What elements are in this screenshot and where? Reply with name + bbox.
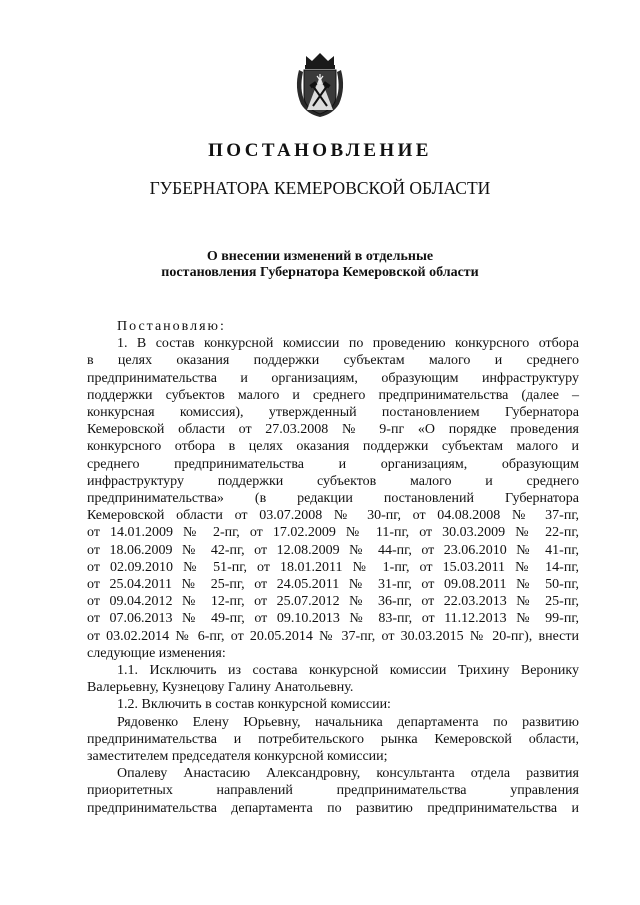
item-1-1-line: Валерьевну, Кузнецову Галину Анатольевну.: [87, 680, 354, 696]
document-body: [87, 318, 579, 817]
body-line: поддержки субъектов малого и среднего предпринимательства (далее –: [87, 387, 579, 403]
body-line: от 09.04.2012 № 12-пг, от 25.07.2012 № 36-пг, от 22.03.2013 № 25-пг,: [87, 594, 579, 610]
member-1-line: предпринимательства и потребительского рынка Кемеровской области,: [87, 731, 579, 747]
body-line: от 18.06.2009 № 42-пг, от 12.08.2009 № 44-пг, от 23.06.2010 № 41-пг,: [87, 542, 579, 558]
opening-word: Постановляю:: [117, 319, 226, 334]
body-line: от 14.01.2009 № 2-пг, от 17.02.2009 № 11-пг, от 30.03.2009 № 22-пг,: [87, 525, 579, 541]
coat-of-arms-icon: [293, 52, 347, 118]
member-1-line: Рядовенко Елену Юрьевну, начальника департамента по развитию: [117, 714, 579, 730]
document-issuer: ГУБЕРНАТОРА КЕМЕРОВСКОЙ ОБЛАСТИ: [149, 178, 491, 198]
body-line: конкурсная комиссия), утвержденный постановлением Губернатора: [87, 405, 579, 421]
member-1-line: заместителем председателя конкурсной комиссии;: [87, 749, 388, 765]
member-2-line: приоритетных направлений предпринимательства управления: [87, 783, 579, 799]
member-2-line: предпринимательства департамента по развитию предпринимательства и: [87, 800, 579, 816]
item-1-2: 1.2. Включить в состав конкурсной комиссии:: [117, 697, 391, 713]
paragraph-1: [87, 335, 579, 662]
body-line: предпринимательства» (в редакции постановлений Губернатора: [87, 491, 579, 507]
body-line: 1. В состав конкурсной комиссии по проведению конкурсного отбора: [117, 336, 579, 352]
body-line: следующие изменения:: [87, 645, 226, 661]
body-line: инфраструктуру поддержки субъектов малого и среднего: [87, 473, 579, 489]
document-title: ПОСТАНОВЛЕНИЕ: [208, 140, 432, 161]
body-line: Кемеровской области от 27.03.2008 № 9-пг «О порядке проведения: [87, 422, 579, 438]
body-line: от 02.09.2010 № 51-пг, от 18.01.2011 № 1-пг, от 15.03.2011 № 14-пг,: [87, 559, 579, 575]
heading-line: О внесении изменений в отдельные: [206, 249, 434, 264]
item-1-1-line: 1.1. Исключить из состава конкурсной комиссии Трихину Веронику: [117, 663, 579, 679]
body-line: в целях оказания поддержки субъектам малого и среднего: [87, 353, 579, 369]
document-heading: [0, 249, 640, 281]
body-line: от 25.04.2011 № 25-пг, от 24.05.2011 № 31-пг, от 09.08.2011 № 50-пг,: [87, 577, 579, 593]
body-line: среднего предпринимательства и организациям, образующим: [87, 456, 579, 472]
body-line: от 03.02.2014 № 6-пг, от 20.05.2014 № 37-пг, от 30.03.2015 № 20-пг), внести: [87, 628, 579, 644]
member-2-line: Опалеву Анастасию Александровну, консультанта отдела развития: [117, 766, 579, 782]
heading-line: постановления Губернатора Кемеровской области: [161, 265, 479, 280]
body-line: предпринимательства и организациям, образующим инфраструктуру: [87, 370, 579, 386]
body-line: конкурсного отбора в целях оказания поддержки субъектам малого и: [87, 439, 579, 455]
body-line: от 07.06.2013 № 49-пг, от 09.10.2013 № 83-пг, от 11.12.2013 № 99-пг,: [87, 611, 579, 627]
body-line: Кемеровской области от 03.07.2008 № 30-пг, от 04.08.2008 № 37-пг,: [87, 508, 579, 524]
